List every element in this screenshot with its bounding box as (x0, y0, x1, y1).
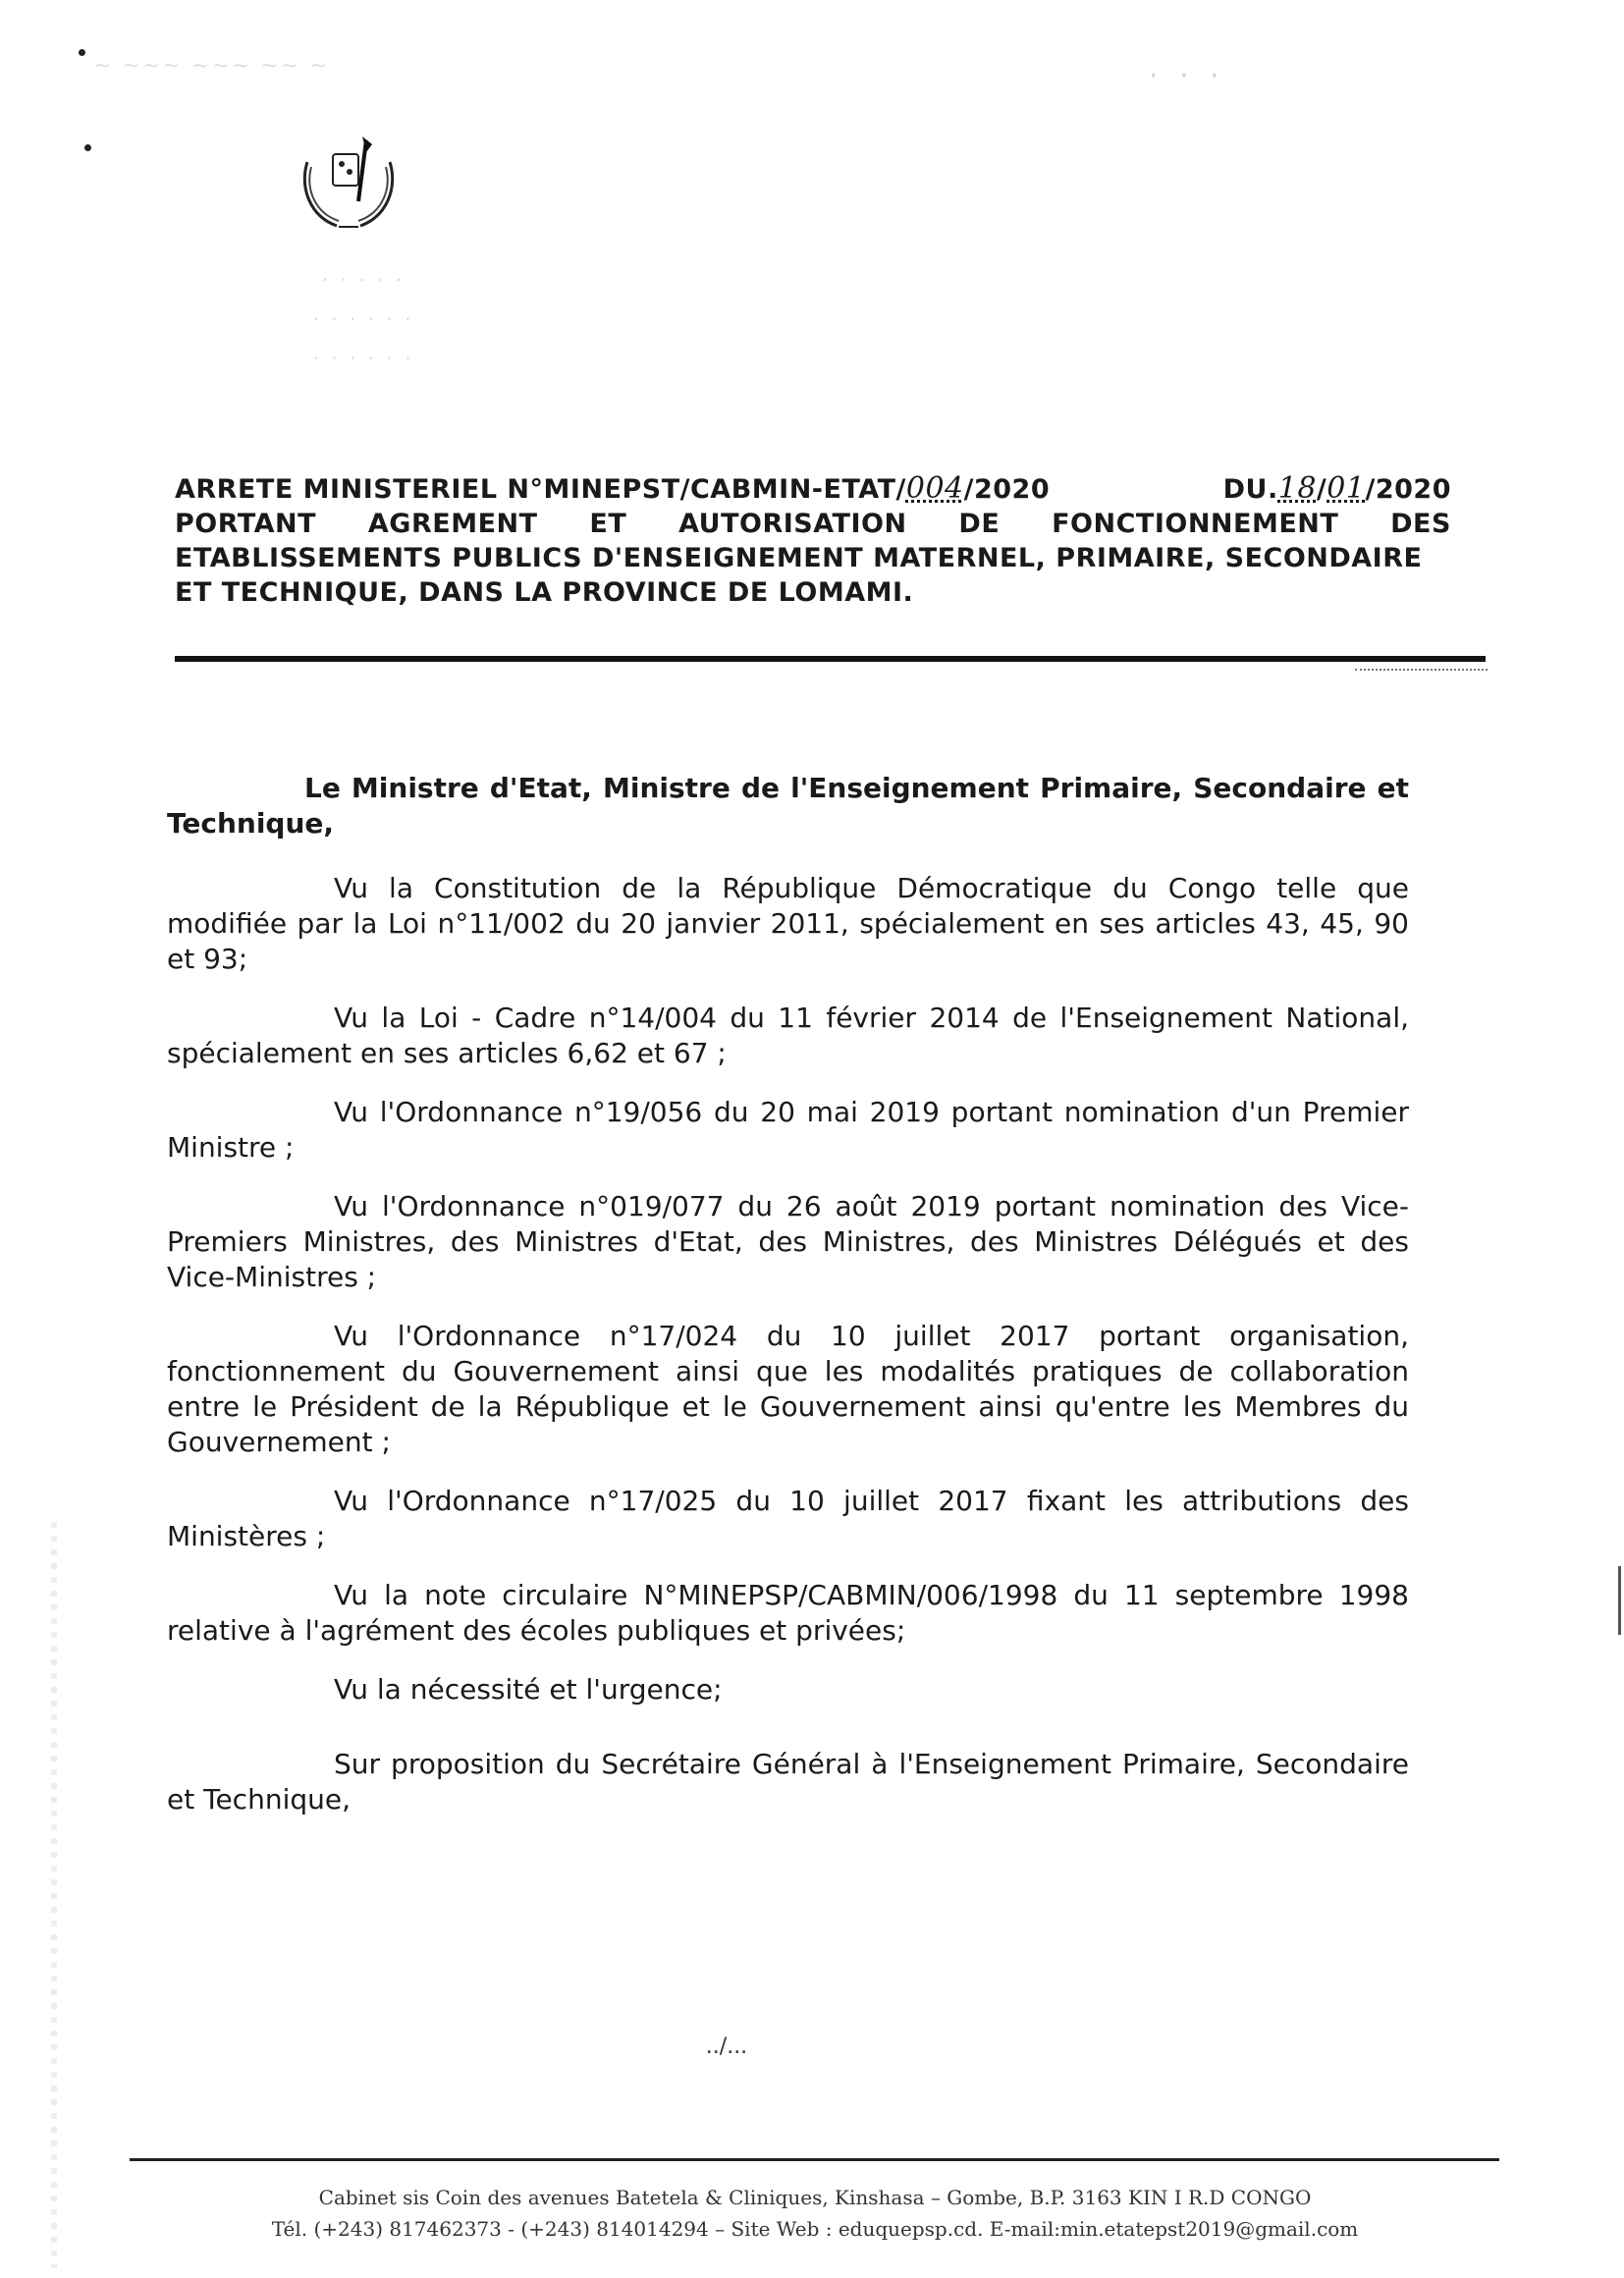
title-line: ET TECHNIQUE, DANS LA PROVINCE DE LOMAMI. (175, 577, 914, 608)
scan-dot (79, 49, 85, 56)
recital-paragraph: Vu l'Ordonnance n°17/024 du 10 juillet 2017 portant organisation, fonctionnement du Gouvernement ainsi que les modalités pratiques de collaboration entre le Président de la République et le Gouvernement ainsi qu'entre les Membres du Gouvernement ; (167, 1320, 1409, 1458)
title-line: PORTANT AGREMENT ET AUTORISATION DE FONCTIONNEMENT DES (175, 509, 1451, 539)
footer-divider (130, 2158, 1499, 2161)
scan-dot (84, 144, 91, 151)
faint-scan-stamp: · · · (1149, 59, 1225, 93)
faint-ministry-header: · · · · · · · · · · · · · · · · · (312, 268, 414, 370)
faint-scan-header: ~ ~~~ ~~~ ~~ ~ (93, 54, 330, 79)
scan-edge-mark (51, 1522, 57, 2268)
recital-paragraph: Vu la note circulaire N°MINEPSP/CABMIN/006/1998 du 11 septembre 1998 relative à l'agrément des écoles publiques et privées; (167, 1579, 1409, 1647)
proposal-paragraph: Sur proposition du Secrétaire Général à l'Enseignement Primaire, Secondaire et Technique, (167, 1748, 1409, 1816)
footer-contact: Tél. (+243) 817462373 - (+243) 814014294 – Site Web : eduquepsp.cd. E-mail:min.etatepst2019@gmail.com (271, 2217, 1359, 2241)
scan-edge-mark (1618, 1566, 1621, 1635)
recital-paragraph: Vu la Constitution de la République Démocratique du Congo telle que modifiée par la Loi n°11/002 du 20 janvier 2011, spécialement en ses articles 43, 45, 90 et 93; (167, 872, 1409, 975)
recital-paragraph: Vu la nécessité et l'urgence; (334, 1673, 723, 1706)
title-line (175, 471, 1451, 507)
recital-paragraph: Vu l'Ordonnance n°19/056 du 20 mai 2019 portant nomination d'un Premier Ministre ; (167, 1096, 1409, 1164)
handwritten-number: 004 (905, 471, 964, 506)
coat-of-arms-icon (290, 133, 407, 241)
title-divider-dots (1355, 669, 1488, 671)
handwritten-day: 18 (1277, 471, 1317, 506)
handwritten-month: 01 (1326, 471, 1366, 506)
decree-title (175, 471, 1451, 610)
minister-intro: Le Ministre d'Etat, Ministre de l'Enseignement Primaire, Secondaire et Technique, (167, 772, 1409, 840)
title-ref: ARRETE MINISTERIEL N°MINEPST/CABMIN-ETAT/004/2020 (175, 471, 1051, 506)
recital-paragraph: Vu l'Ordonnance n°019/077 du 26 août 2019 portant nomination des Vice-Premiers Ministres, des Ministres d'Etat, des Ministres, des Ministres Délégués et des Vice-Ministres ; (167, 1190, 1409, 1293)
footer (147, 2182, 1483, 2245)
decree-body (167, 771, 1409, 1841)
page-continuation-mark: ../... (705, 2034, 748, 2059)
recital-paragraph: Vu la Loi - Cadre n°14/004 du 11 février 2014 de l'Enseignement National, spécialement en ses articles 6,62 et 67 ; (167, 1002, 1409, 1069)
footer-address: Cabinet sis Coin des avenues Batetela & Cliniques, Kinshasa – Gombe, B.P. 3163 KIN I R.D CONGO (318, 2186, 1312, 2209)
title-divider (175, 656, 1486, 662)
recital-paragraph: Vu l'Ordonnance n°17/025 du 10 juillet 2017 fixant les attributions des Ministères ; (167, 1485, 1409, 1552)
title-line: ETABLISSEMENTS PUBLICS D'ENSEIGNEMENT MATERNEL, PRIMAIRE, SECONDAIRE (175, 543, 1423, 573)
title-date: DU.18/01/2020 (1222, 471, 1451, 506)
